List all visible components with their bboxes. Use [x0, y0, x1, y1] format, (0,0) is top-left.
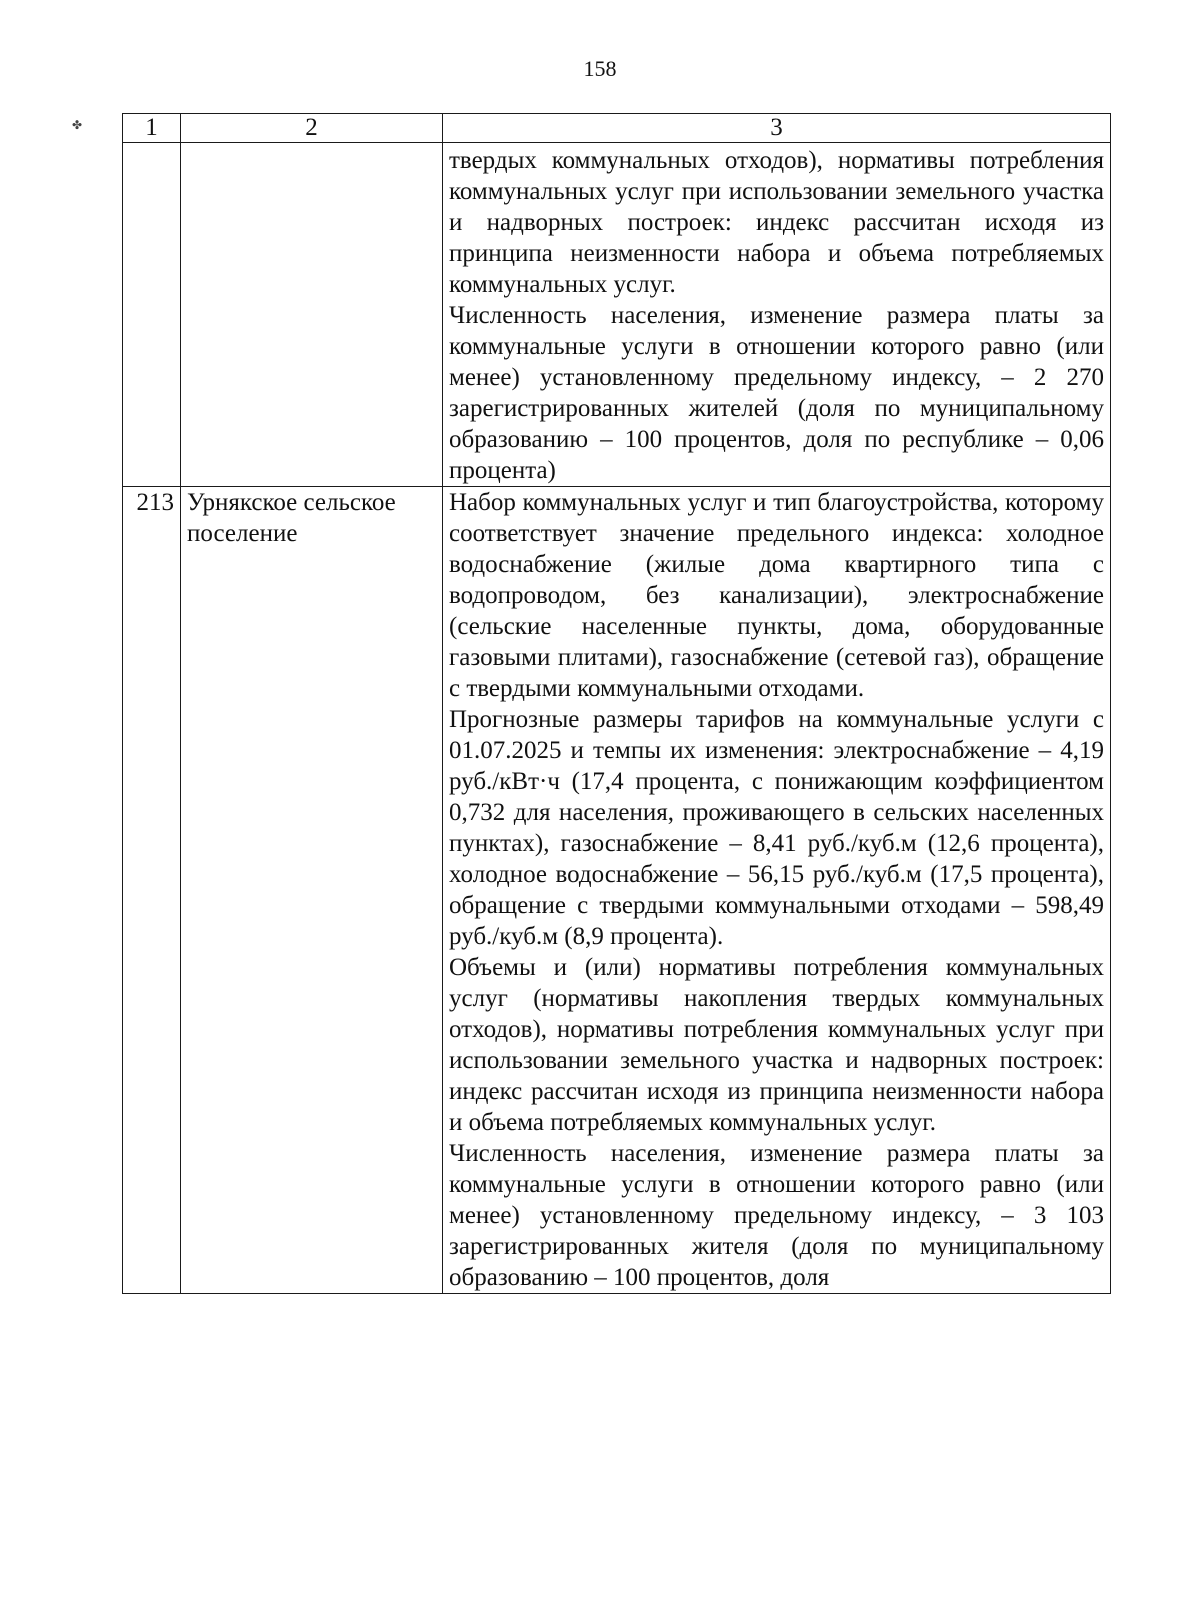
- paragraph: Объемы и (или) нормативы потребления коммунальных услуг (нормативы накопления твердых коммунальных отходов), нормативы потребления коммунальных услуг при использовании земельного участка и надворных построек: индекс рассчитан исходя из принципа неизменности набора и объема потребляемых коммунальных услуг.: [449, 954, 1104, 1136]
- row-number: [123, 143, 181, 487]
- table-header-row: [123, 114, 1111, 143]
- settlement-name: [181, 143, 443, 487]
- paragraph: Прогнозные размеры тарифов на коммунальные услуги с 01.07.2025 и темпы их изменения: электроснабжение – 4,19 руб./кВт·ч (17,4 процента, с понижающим коэффициентом 0,732 для населения, проживающего в сельских населенных пунктах), газоснабжение – 8,41 руб./куб.м (12,6 процента), холодное водоснабжение – 56,15 руб./куб.м (17,5 процента), обращение с твердыми коммунальными отходами – 598,49 руб./куб.м (8,9 процента).: [449, 706, 1104, 950]
- margin-mark: ✤: [72, 118, 83, 132]
- description-cell: [443, 143, 1111, 487]
- paragraph: твердых коммунальных отходов), нормативы потребления коммунальных услуг при использовании земельного участка и надворных построек: индекс рассчитан исходя из принципа неизменности набора и объема потребляемых коммунальных услуг.: [449, 147, 1104, 298]
- document-table: [122, 113, 1111, 1294]
- column-number-1: 1: [123, 114, 181, 143]
- paragraph: Набор коммунальных услуг и тип благоустройства, которому соответствует значение предельного индекса: холодное водоснабжение (жилые дома квартирного типа с водопроводом, без канализации), электроснабжение (сельские населенные пункты, дома, оборудованные газовыми плитами), газоснабжение (сетевой газ), обращение с твердыми коммунальными отходами.: [449, 489, 1104, 702]
- description-cell: [443, 487, 1111, 1294]
- table-row: [123, 143, 1111, 487]
- settlement-name: Урнякское сельское поселение: [181, 487, 443, 1294]
- paragraph: Численность населения, изменение размера платы за коммунальные услуги в отношении которого равно (или менее) установленному предельному индексу, – 3 103 зарегистрированных жителя (доля по муниципальному образованию – 100 процентов, доля: [449, 1140, 1104, 1291]
- row-number: 213: [123, 487, 181, 1294]
- paragraph: Численность населения, изменение размера платы за коммунальные услуги в отношении которого равно (или менее) установленному предельному индексу, – 2 270 зарегистрированных жителей (доля по муниципальному образованию – 100 процентов, доля по республике – 0,06 процента): [449, 302, 1104, 484]
- page-number: 158: [583, 56, 617, 81]
- column-number-2: 2: [181, 114, 443, 143]
- column-number-3: 3: [443, 114, 1111, 143]
- table-row: [123, 487, 1111, 1294]
